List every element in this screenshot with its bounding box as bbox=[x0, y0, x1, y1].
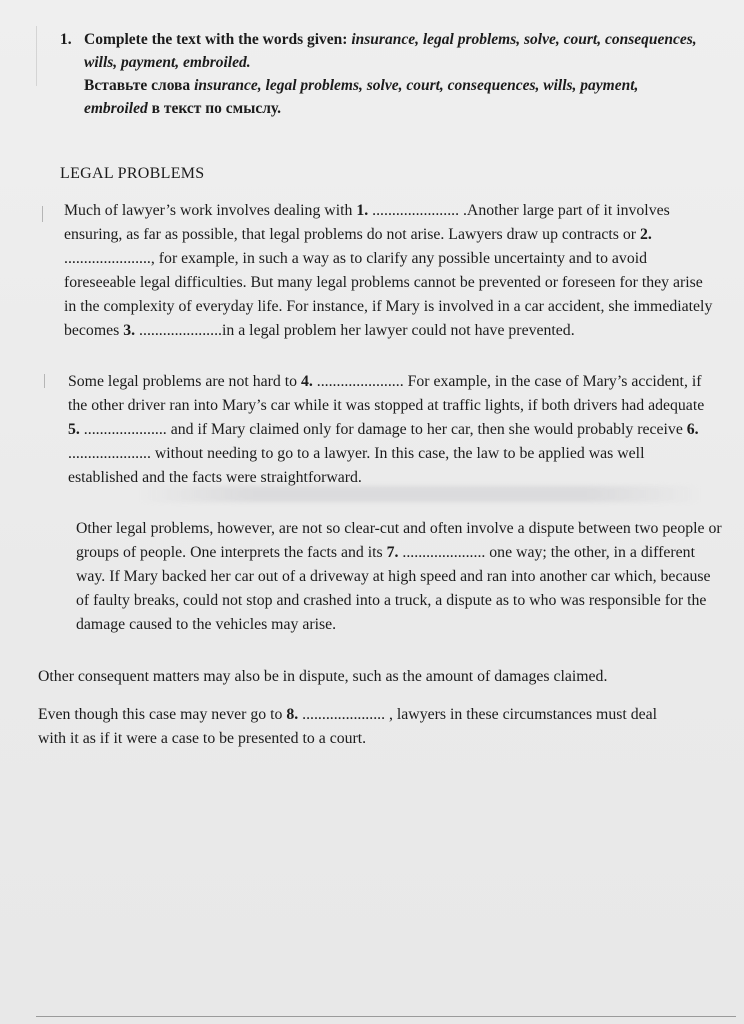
scan-margin-line bbox=[36, 26, 37, 86]
gap-number-2: 2. bbox=[640, 226, 652, 243]
page-bottom-edge bbox=[36, 1016, 736, 1017]
paragraph-1-part-d: .....................in a legal problem her lawyer could not have prevented. bbox=[135, 322, 575, 339]
instruction-russian-end: в текст по смыслу. bbox=[151, 100, 281, 117]
paragraph-3-part-b: ..................... one way; the other, in a different way. If Mary backed her car out of a driveway at high speed and ran into another car which, because of faulty breaks, could not stop and crashed into a truck, a dispute as to who was responsible for the damage caused to the vehicles may arise. bbox=[76, 544, 711, 633]
scan-smudge bbox=[140, 486, 700, 502]
paragraph-5-part-a: Even though this case may never go to bbox=[38, 706, 283, 723]
exercise-instructions bbox=[60, 28, 700, 120]
gap-number-6: 6. bbox=[686, 421, 699, 438]
gap-number-5: 5. bbox=[68, 421, 80, 438]
paragraph-2-part-d: ..................... without needing to go to a lawyer. In this case, the law to be applied was well established and the facts were straightforward. bbox=[68, 445, 645, 486]
paragraph-1-part-a: Much of lawyer’s work involves dealing with bbox=[64, 202, 353, 219]
word-list-english: insurance, legal problems, solve, court, consequences, wills, payment, embroiled. bbox=[84, 31, 697, 71]
gap-number-8: 8. bbox=[286, 706, 299, 723]
paragraph-3-part-a: Other legal problems, however, are not so clear-cut and often involve a dispute between two people or groups of people. One interprets the facts and its bbox=[76, 520, 722, 561]
gap-number-1: 1. bbox=[356, 202, 369, 219]
exercise-number: 1. bbox=[60, 31, 72, 48]
paragraph-1-part-c: ......................, for example, in such a way as to clarify any possible uncertainty and to avoid foreseeable legal difficulties. But many legal problems cannot be prevented or foreseen for they arise in the complexity of everyday life. For instance, if Mary is involved in a car accident, she immediately becomes bbox=[64, 250, 713, 339]
text-title: LEGAL PROBLEMS bbox=[60, 165, 205, 182]
paragraph-5 bbox=[38, 703, 688, 751]
paragraph-2-part-a: Some legal problems are not hard to bbox=[68, 373, 297, 390]
word-list-russian: insurance, legal problems, solve, court, consequences, wills, payment, embroiled bbox=[84, 77, 639, 117]
paragraph-2-part-b: ...................... For example, in the case of Mary’s accident, if the other driver ran into Mary’s car while it was stopped at traffic lights, if both drivers had adequate bbox=[68, 373, 705, 414]
instruction-russian: Вставьте слова bbox=[84, 77, 191, 94]
paragraph-5-part-b: ..................... , lawyers in these circumstances must deal with it as if it were a case to be presented to a court. bbox=[38, 706, 658, 747]
instruction-english: Complete the text with the words given: bbox=[84, 31, 348, 48]
gap-number-7: 7. bbox=[386, 544, 399, 561]
paragraph-1-part-b: ...................... .Another large part of it involves ensuring, as far as possible, that legal problems do not arise. Lawyers draw up contracts or bbox=[64, 202, 670, 243]
paragraph-1 bbox=[38, 199, 714, 343]
gap-number-4: 4. bbox=[300, 373, 313, 390]
paragraph-2 bbox=[38, 370, 718, 490]
paragraph-3 bbox=[38, 517, 726, 637]
paragraph-2-part-c: ..................... and if Mary claimed only for damage to her car, then she would probably receive bbox=[79, 421, 683, 438]
gap-number-3: 3. bbox=[123, 322, 136, 339]
paragraph-4: Other consequent matters may also be in dispute, such as the amount of damages claimed. bbox=[38, 668, 608, 685]
exercise-instruction-body bbox=[84, 28, 700, 120]
